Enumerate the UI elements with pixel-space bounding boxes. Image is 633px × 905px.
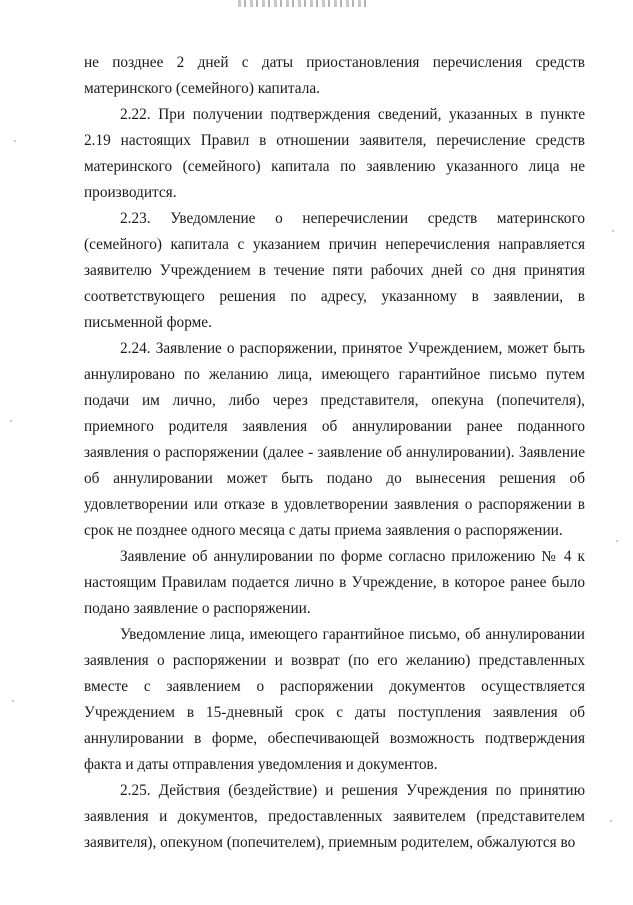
scan-artifact (238, 0, 368, 7)
paragraph-notification: Уведомление лица, имеющего гарантийное письмо, об аннулировании заявления о распоряжении и возврат (по его желанию) представленных вместе с заявлением о распоряжении документов осуществляется Учреждением в 15-дневный срок с даты поступления заявления об аннулировании в форме, обеспечивающей возможность подтверждения факта и даты отправления уведомления и документов. (84, 626, 585, 773)
document-body (84, 50, 585, 856)
scan-speck (610, 820, 612, 822)
scan-speck (612, 230, 614, 232)
paragraph-2-23: 2.23. Уведомление о неперечислении средств материнского (семейного) капитала с указанием причин неперечисления направляется заявителю Учреждением в течение пяти рабочих дней со дня принятия соответствующего решения по адресу, указанному в заявлении, в письменной форме. (84, 210, 585, 331)
paragraph-2-24: 2.24. Заявление о распоряжении, принятое Учреждением, может быть аннулировано по желанию лица, имеющего гарантийное письмо путем подачи им лично, либо через представителя, опекуна (попечителя), приемного родителя заявления об аннулировании ранее поданного заявления о распоряжении (далее - заявление об аннулировании). Заявление об аннулировании может быть подано до вынесения решения об удовлетворении или отказе в удовлетворении заявления о распоряжении в срок не позднее одного месяца с даты приема заявления о распоряжении. (84, 340, 585, 539)
scan-speck (616, 540, 618, 542)
scan-speck (12, 700, 14, 702)
paragraph-2-22: 2.22. При получении подтверждения сведений, указанных в пункте 2.19 настоящих Правил в отношении заявителя, перечисление средств материнского (семейного) капитала по заявлению указанного лица не производится. (84, 106, 585, 201)
scan-speck (10, 420, 12, 422)
scan-speck (14, 140, 16, 142)
paragraph-annulment-form: Заявление об аннулировании по форме согласно приложению № 4 к настоящим Правилам подается лично в Учреждение, в которое ранее было подано заявление о распоряжении. (84, 548, 585, 617)
paragraph-continuation: не позднее 2 дней с даты приостановления перечисления средств материнского (семейного) капитала. (84, 54, 585, 97)
paragraph-2-25: 2.25. Действия (бездействие) и решения Учреждения по принятию заявления и документов, предоставленных заявителем (представителем заявителя), опекуном (попечителем), приемным родителем, обжалуются во (84, 782, 585, 851)
